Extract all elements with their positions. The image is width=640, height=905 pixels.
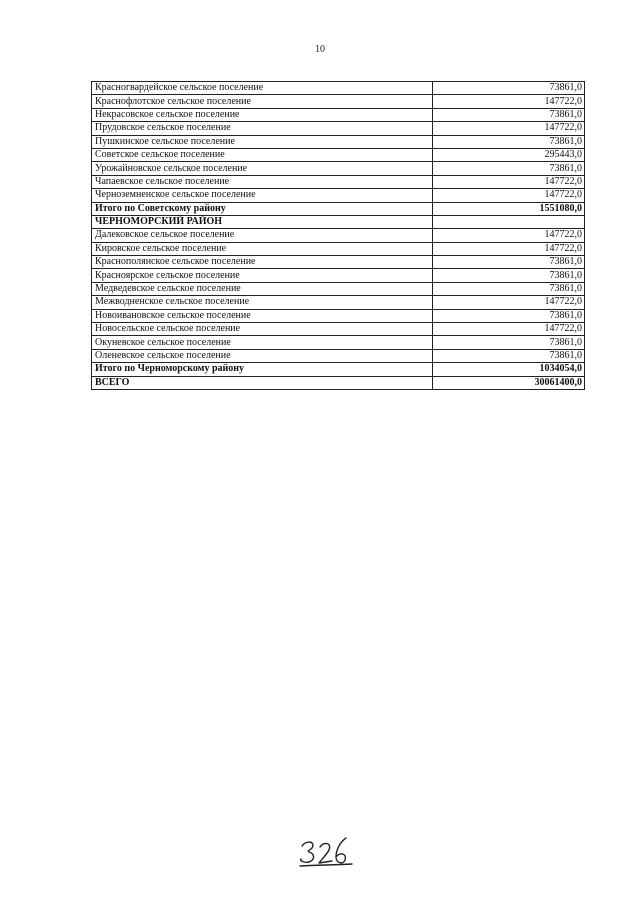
amount-cell: 295443,0 <box>433 148 585 161</box>
amount-cell: 147722,0 <box>433 189 585 202</box>
settlement-allocation-table <box>91 81 585 390</box>
table-row <box>92 242 585 255</box>
table-row <box>92 148 585 161</box>
amount-cell: 73861,0 <box>433 282 585 295</box>
settlement-name-cell: Далековское сельское поселение <box>92 229 433 242</box>
settlement-name-cell: Прудовское сельское поселение <box>92 122 433 135</box>
amount-cell: 30061400,0 <box>433 376 585 389</box>
settlement-name-cell: ВСЕГО <box>92 376 433 389</box>
settlement-name-cell: Новосельское сельское поселение <box>92 323 433 336</box>
table-row <box>92 108 585 121</box>
table-row <box>92 189 585 202</box>
settlement-name-cell: Пушкинское сельское поселение <box>92 135 433 148</box>
amount-cell: 73861,0 <box>433 309 585 322</box>
amount-cell: 73861,0 <box>433 82 585 95</box>
table-row <box>92 135 585 148</box>
table-body <box>92 82 585 390</box>
amount-cell: 73861,0 <box>433 336 585 349</box>
settlement-name-cell: Краснополянское сельское поселение <box>92 256 433 269</box>
amount-cell: 147722,0 <box>433 175 585 188</box>
amount-cell: 73861,0 <box>433 349 585 362</box>
table-row <box>92 175 585 188</box>
settlement-name-cell: Новоивановское сельское поселение <box>92 309 433 322</box>
settlement-name-cell: Итого по Советскому району <box>92 202 433 215</box>
table-row <box>92 122 585 135</box>
settlement-name-cell: Оленевское сельское поселение <box>92 349 433 362</box>
table-row <box>92 282 585 295</box>
table-row <box>92 95 585 108</box>
table-row <box>92 202 585 215</box>
table-row <box>92 256 585 269</box>
table-row <box>92 296 585 309</box>
table-row <box>92 162 585 175</box>
settlement-name-cell: Межводненское сельское поселение <box>92 296 433 309</box>
settlement-name-cell: Медведевское сельское поселение <box>92 282 433 295</box>
amount-cell <box>433 215 585 228</box>
settlement-name-cell: ЧЕРНОМОРСКИЙ РАЙОН <box>92 215 433 228</box>
amount-cell: 1034054,0 <box>433 363 585 376</box>
table-row <box>92 309 585 322</box>
settlement-name-cell: Чапаевское сельское поселение <box>92 175 433 188</box>
handwritten-page-number <box>296 832 356 872</box>
table-row <box>92 82 585 95</box>
amount-cell: 73861,0 <box>433 135 585 148</box>
settlement-name-cell: Красноярское сельское поселение <box>92 269 433 282</box>
table-row <box>92 323 585 336</box>
amount-cell: 147722,0 <box>433 122 585 135</box>
settlement-name-cell: Некрасовское сельское поселение <box>92 108 433 121</box>
amount-cell: 73861,0 <box>433 108 585 121</box>
settlement-name-cell: Окуневское сельское поселение <box>92 336 433 349</box>
settlement-name-cell: Красногвардейское сельское поселение <box>92 82 433 95</box>
amount-cell: 147722,0 <box>433 95 585 108</box>
amount-cell: 147722,0 <box>433 323 585 336</box>
table-row <box>92 336 585 349</box>
table-row <box>92 215 585 228</box>
amount-cell: 1551080,0 <box>433 202 585 215</box>
table-row <box>92 376 585 389</box>
amount-cell: 147722,0 <box>433 229 585 242</box>
settlement-name-cell: Краснофлотское сельское поселение <box>92 95 433 108</box>
table-row <box>92 229 585 242</box>
settlement-name-cell: Урожайновское сельское поселение <box>92 162 433 175</box>
settlement-name-cell: Кировское сельское поселение <box>92 242 433 255</box>
amount-cell: 147722,0 <box>433 242 585 255</box>
table-row <box>92 349 585 362</box>
amount-cell: 73861,0 <box>433 269 585 282</box>
settlement-name-cell: Черноземненское сельское поселение <box>92 189 433 202</box>
settlement-name-cell: Итого по Черноморскому району <box>92 363 433 376</box>
amount-cell: 73861,0 <box>433 256 585 269</box>
table-row <box>92 269 585 282</box>
settlement-name-cell: Советское сельское поселение <box>92 148 433 161</box>
amount-cell: 73861,0 <box>433 162 585 175</box>
page-number: 10 <box>315 44 325 55</box>
amount-cell: 147722,0 <box>433 296 585 309</box>
table-row <box>92 363 585 376</box>
